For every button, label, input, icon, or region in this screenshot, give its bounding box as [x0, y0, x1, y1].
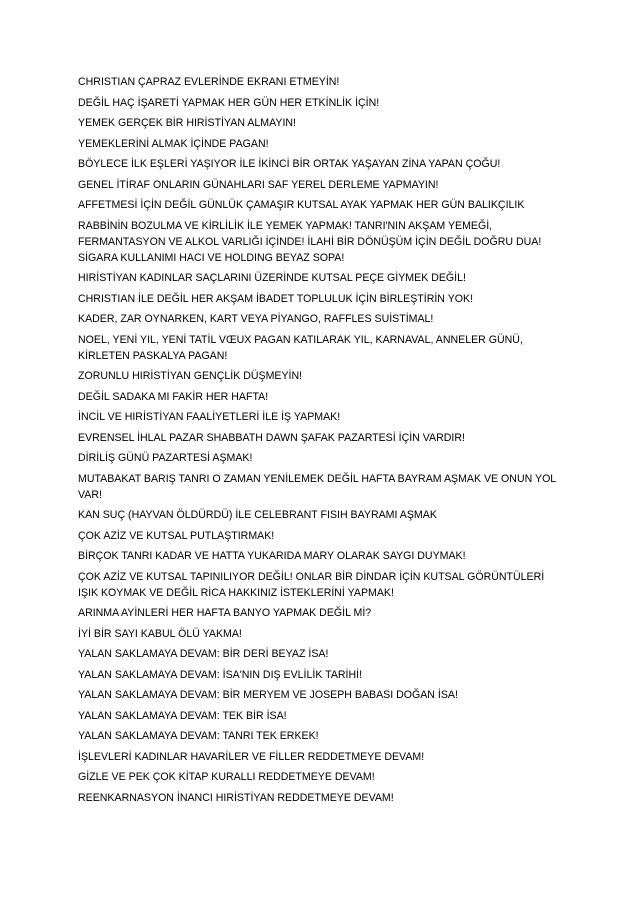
text-line: EVRENSEL İHLAL PAZAR SHABBATH DAWN ŞAFAK PAZARTESİ İÇİN VARDIR!	[78, 431, 465, 444]
text-line: NOEL, YENİ YIL, YENİ TATİL VŒUX PAGAN KATILARAK YIL, KARNAVAL, ANNELER GÜNÜ, KİRLETEN PASKALYA PAGAN!	[78, 333, 523, 362]
text-line: CHRISTIAN ÇAPRAZ EVLERİNDE EKRANI ETMEYİN!	[78, 76, 340, 88]
text-line: ÇOK AZİZ VE KUTSAL PUTLAŞTIRMAK!	[78, 529, 275, 542]
text-line: YALAN SAKLAMAYA DEVAM: TEK BİR İSA!	[78, 709, 287, 722]
text-line: GİZLE VE PEK ÇOK KİTAP KURALLI REDDETMEYE DEVAM!	[78, 771, 375, 783]
text-line: CHRISTIAN İLE DEĞİL HER AKŞAM İBADET TOPLULUK İÇİN BİRLEŞTİRİN YOK!	[78, 292, 474, 305]
text-line: DİRİLİŞ GÜNÜ PAZARTESİ AŞMAK!	[78, 452, 253, 464]
text-line: ÇOK AZİZ VE KUTSAL TAPINILIYOR DEĞİL! ONLAR BİR DİNDAR İÇİN KUTSAL GÖRÜNTÜLERİ IŞIK KOYMAK VE DEĞİL RİCA HAKKINIZ İSTEKLERİNİ YAPMAK!	[78, 570, 545, 599]
text-line: YEMEKLERİNİ ALMAK İÇİNDE PAGAN!	[78, 137, 269, 150]
text-line: KAN SUÇ (HAYVAN ÖLDÜRDÜ) İLE CELEBRANT FISIH BAYRAMI AŞMAK	[78, 509, 437, 521]
text-line: ARINMA AYİNLERİ HER HAFTA BANYO YAPMAK DEĞİL Mİ?	[78, 607, 372, 619]
text-line: YALAN SAKLAMAYA DEVAM: İSA'NIN DIŞ EVLİLİK TARİHİ!	[78, 668, 363, 681]
text-line: YALAN SAKLAMAYA DEVAM: BİR DERİ BEYAZ İSA!	[78, 648, 329, 660]
text-line: İNCİL VE HIRİSTİYAN FAALİYETLERİ İLE İŞ YAPMAK!	[78, 411, 341, 423]
text-line: DEĞİL SADAKA MI FAKİR HER HAFTA!	[78, 390, 269, 403]
text-line: YALAN SAKLAMAYA DEVAM: TANRI TEK ERKEK!	[78, 730, 319, 742]
text-line: DEĞİL HAÇ İŞARETİ YAPMAK HER GÜN HER ETKİNLİK İÇİN!	[78, 96, 380, 109]
text-line: MUTABAKAT BARIŞ TANRI O ZAMAN YENİLEMEK DEĞİL HAFTA BAYRAM AŞMAK VE ONUN YOL VAR!	[78, 472, 556, 501]
text-line: BİRÇOK TANRI KADAR VE HATTA YUKARIDA MARY OLARAK SAYGI DUYMAK!	[78, 550, 466, 562]
text-line: İŞLEVLERİ KADINLAR HAVARİLER VE FİLLER REDDETMEYE DEVAM!	[78, 750, 425, 763]
text-line: YEMEK GERÇEK BİR HIRİSTİYAN ALMAYIN!	[78, 117, 297, 129]
text-line: HIRİSTİYAN KADINLAR SAÇLARINI ÜZERİNDE KUTSAL PEÇE GİYMEK DEĞİL!	[78, 272, 466, 284]
text-line: KADER, ZAR OYNARKEN, KART VEYA PİYANGO, RAFFLES SUİSTİMAL!	[78, 313, 434, 325]
text-line: GENEL İTİRAF ONLARIN GÜNAHLARI SAF YEREL DERLEME YAPMAYIN!	[78, 178, 439, 191]
text-line: BÖYLECE İLK EŞLERİ YAŞIYOR İLE İKİNCİ BİR ORTAK YAŞAYAN ZİNA YAPAN ÇOĞU!	[78, 158, 501, 170]
text-line: RABBİNİN BOZULMA VE KİRLİLİK İLE YEMEK YAPMAK! TANRI'NIN AKŞAM YEMEĞİ, FERMANTASYON VE ALKOL VARLIĞI İÇİNDE! İLAHİ BİR DÖNÜŞÜM İÇİN DEĞİL DOĞRU DUA! SİGARA KULLANIMI HACI VE HOLDING BEYAZ SOPA!	[78, 219, 542, 264]
text-line: YALAN SAKLAMAYA DEVAM: BİR MERYEM VE JOSEPH BABASI DOĞAN İSA!	[78, 689, 458, 701]
document-body	[78, 74, 564, 810]
text-line: ZORUNLU HIRİSTİYAN GENÇLİK DÜŞMEYİN!	[78, 370, 303, 382]
text-line: AFFETMESİ İÇİN DEĞİL GÜNLÜK ÇAMAŞIR KUTSAL AYAK YAPMAK HER GÜN BALIKÇILIK	[78, 199, 525, 211]
text-line: REENKARNASYON İNANCI HIRİSTİYAN REDDETMEYE DEVAM!	[78, 791, 394, 804]
text-line: İYİ BİR SAYI KABUL ÖLÜ YAKMA!	[78, 627, 242, 640]
